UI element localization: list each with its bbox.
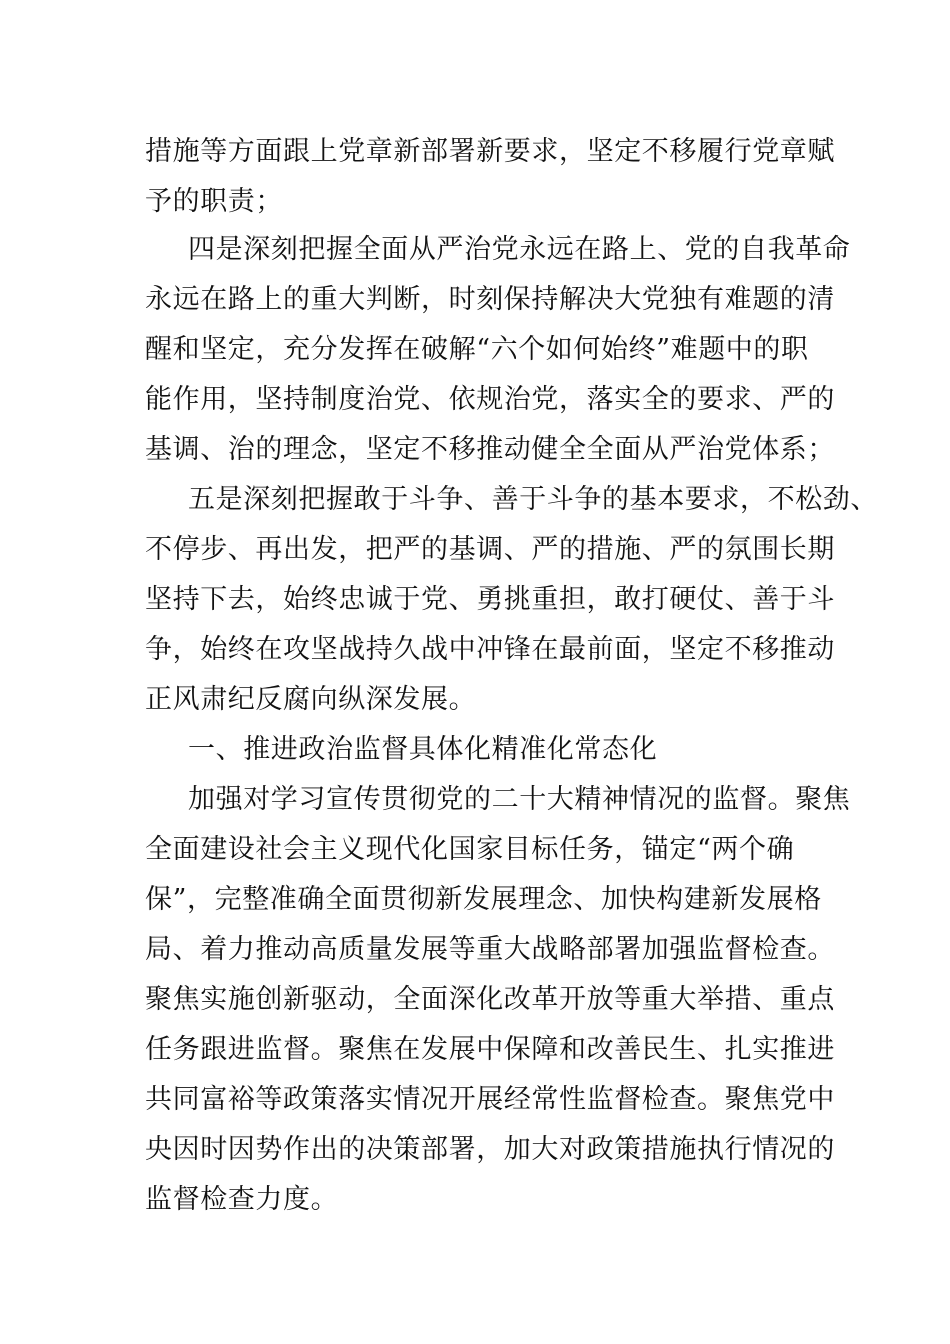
paragraph-start-line: 加强对学习宣传贯彻党的二十大精神情况的监督。聚焦 <box>188 784 851 815</box>
text-line: 聚焦实施创新驱动，全面深化改革开放等重大举措、重点 <box>145 984 835 1015</box>
text-line: 全面建设社会主义现代化国家目标任务，锚定“两个确 <box>145 834 795 865</box>
text-line: 措施等方面跟上党章新部署新要求，坚定不移履行党章赋 <box>145 136 835 167</box>
text-line: 不停步、再出发，把严的基调、严的措施、严的氛围长期 <box>145 534 835 565</box>
text-line: 醒和坚定，充分发挥在破解“六个如何始终”难题中的职 <box>145 334 809 365</box>
text-line: 监督检查力度。 <box>145 1184 339 1215</box>
text-line: 基调、治的理念，坚定不移推动健全全面从严治党体系； <box>145 434 835 465</box>
paragraph-start-line: 四是深刻把握全面从严治党永远在路上、党的自我革命 <box>188 234 851 265</box>
text-line: 能作用，坚持制度治党、依规治党，落实全的要求、严的 <box>145 384 835 415</box>
section-heading: 一、推进政治监督具体化精准化常态化 <box>188 734 658 765</box>
text-line: 争，始终在攻坚战持久战中冲锋在最前面，坚定不移推动 <box>145 634 835 665</box>
text-line: 共同富裕等政策落实情况开展经常性监督检查。聚焦党中 <box>145 1084 835 1115</box>
text-line: 保”，完整准确全面贯彻新发展理念、加快构建新发展格 <box>145 884 822 915</box>
text-line: 任务跟进监督。聚焦在发展中保障和改善民生、扎实推进 <box>145 1034 835 1065</box>
text-line: 予的职责； <box>145 186 283 217</box>
paragraph-start-line: 五是深刻把握敢于斗争、善于斗争的基本要求，不松劲、 <box>188 484 878 515</box>
text-line: 永远在路上的重大判断，时刻保持解决大党独有难题的清 <box>145 284 835 315</box>
text-line: 央因时因势作出的决策部署，加大对政策措施执行情况的 <box>145 1134 835 1165</box>
text-line: 坚持下去，始终忠诚于党、勇挑重担，敢打硬仗、善于斗 <box>145 584 835 615</box>
text-line: 正风肃纪反腐向纵深发展。 <box>145 684 477 715</box>
text-line: 局、着力推动高质量发展等重大战略部署加强监督检查。 <box>145 934 835 965</box>
